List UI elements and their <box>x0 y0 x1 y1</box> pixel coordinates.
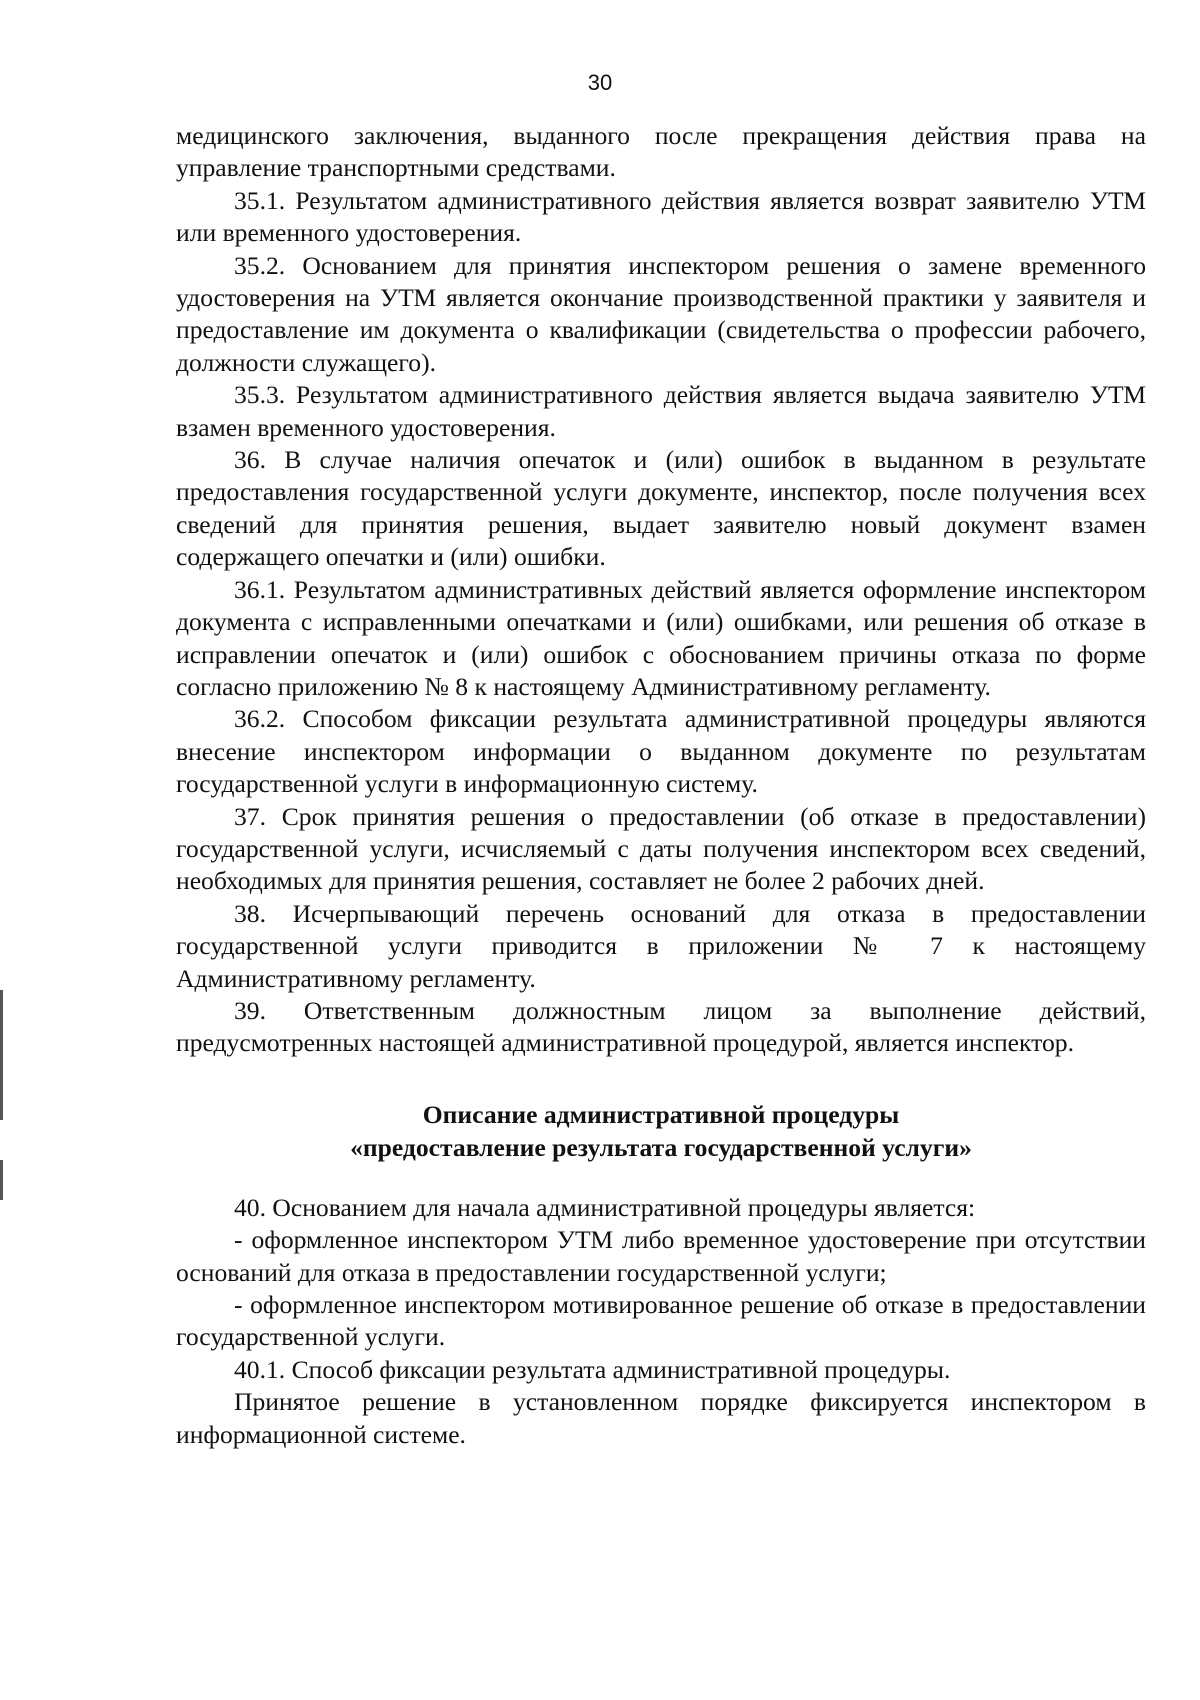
scan-edge-mark <box>0 990 3 1120</box>
paragraph: 35.2. Основанием для принятия инспектором решения о замене временного удостоверения на УТМ является окончание производственной практики у заявителя и предоставление им документа о квалификации (свидетельства о профессии рабочего, должности служащего). <box>176 250 1146 377</box>
section-heading-line-2: «предоставление результата государственной услуги» <box>350 1132 972 1162</box>
section-heading-line-1: Описание административной процедуры <box>422 1099 900 1129</box>
paragraph: 37. Срок принятия решения о предоставлении (об отказе в предоставлении) государственной услуги, исчисляемый с даты получения инспектором всех сведений, необходимых для принятия решения, составляет не более 2 рабочих дней. <box>176 801 1146 896</box>
paragraph: 40.1. Способ фиксации результата административной процедуры. <box>234 1354 951 1384</box>
paragraph: медицинского заключения, выданного после прекращения действия права на управление транспортными средствами. <box>176 121 1146 183</box>
paragraph: 39. Ответственным должностным лицом за выполнение действий, предусмотренных настоящей административной процедурой, является инспектор. <box>176 995 1146 1058</box>
paragraph-list-top <box>176 120 1146 1060</box>
document-body <box>176 120 1146 1451</box>
page-number: 30 <box>587 70 613 95</box>
paragraph: 36. В случае наличия опечаток и (или) ошибок в выданном в результате предоставления государственной услуги документе, инспектор, после получения всех сведений для принятия решения, выдает заявителю новый документ взамен содержащего опечатки и (или) ошибки. <box>176 445 1146 572</box>
paragraph: 38. Исчерпывающий перечень оснований для отказа в предоставлении государственной услуги приводится в приложении № 7 к настоящему Административному регламенту. <box>176 898 1146 993</box>
paragraph: 35.3. Результатом административного действия является выдача заявителю УТМ взамен временного удостоверения. <box>176 380 1146 442</box>
paragraph: 36.1. Результатом административных действий является оформление инспектором документа с исправленными опечатками и (или) ошибками, или решения об отказе в исправлении опечаток и (или) ошибок с обоснованием причины отказа по форме согласно приложению № 8 к настоящему Административному регламенту. <box>176 574 1146 701</box>
paragraph: Принятое решение в установленном порядке фиксируется инспектором в информационной системе. <box>176 1387 1146 1449</box>
paragraph: 35.1. Результатом административного действия является возврат заявителю УТМ или временного удостоверения. <box>176 185 1146 248</box>
paragraph: - оформленное инспектором УТМ либо временное удостоверение при отсутствии оснований для отказа в предоставлении государственной услуги; <box>176 1225 1146 1287</box>
paragraph: - оформленное инспектором мотивированное решение об отказе в предоставлении государственной услуги. <box>176 1290 1146 1352</box>
paragraph: 36.2. Способом фиксации результата административной процедуры являются внесение инспектором информации о выданном документе по результатам государственной услуги в информационную систему. <box>176 704 1146 799</box>
paragraph-list-bottom <box>176 1192 1146 1451</box>
scan-edge-mark <box>0 1160 3 1200</box>
paragraph: 40. Основанием для начала административной процедуры является: <box>234 1192 976 1222</box>
section-heading <box>176 1098 1146 1164</box>
